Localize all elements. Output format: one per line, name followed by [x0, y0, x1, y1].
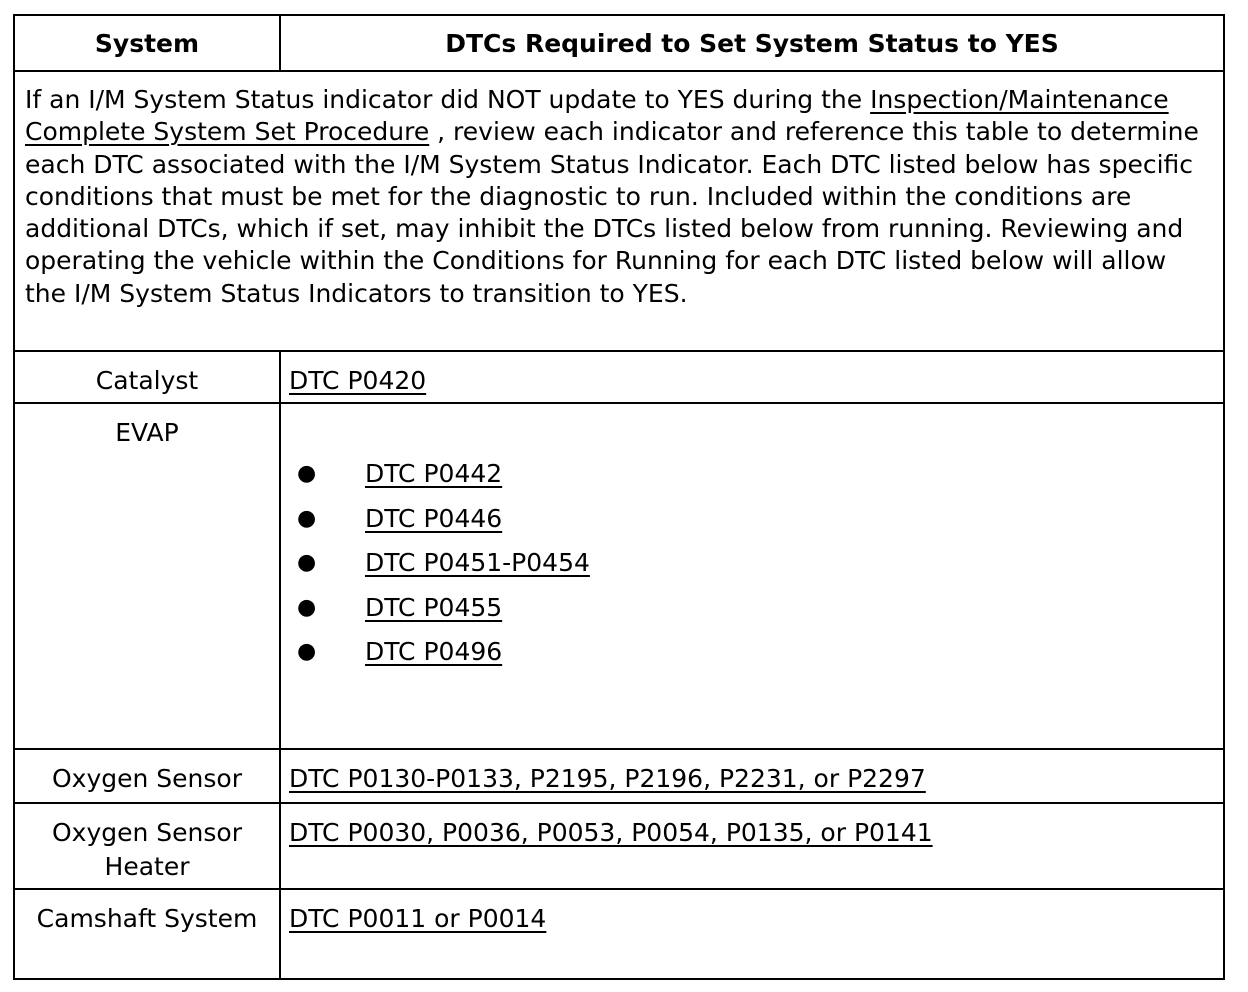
table-row-camshaft — [14, 889, 1224, 979]
dtc-link-p0496[interactable]: DTC P0496 — [365, 637, 503, 666]
dtc-link-oxygen-sensor-heater[interactable]: DTC P0030, P0036, P0053, P0054, P0135, or P0141 — [289, 818, 933, 847]
system-cell-evap: EVAP — [14, 403, 280, 749]
list-item — [289, 541, 1215, 586]
intro-row — [14, 71, 1224, 351]
table-row-oxygen-sensor — [14, 749, 1224, 803]
dtc-link-p0455[interactable]: DTC P0455 — [365, 592, 503, 622]
bullet-icon: ● — [297, 639, 317, 664]
dtc-cell-camshaft — [280, 889, 1224, 979]
system-label-line1: Oxygen Sensor — [51, 818, 242, 847]
table-row-oxygen-sensor-heater — [14, 803, 1224, 889]
list-item — [289, 497, 1215, 542]
system-cell-catalyst: Catalyst — [14, 351, 280, 403]
intro-paragraph — [14, 71, 1224, 351]
dtc-cell-catalyst — [280, 351, 1224, 403]
evap-dtc-list — [289, 416, 1215, 675]
table-row-catalyst — [14, 351, 1224, 403]
im-complete-procedure-link[interactable]: Inspection/Maintenance Complete System Set Procedure — [25, 85, 1169, 147]
system-cell-oxygen-sensor-heater — [14, 803, 280, 889]
bullet-icon: ● — [297, 594, 317, 620]
bullet-icon: ● — [297, 461, 317, 486]
bullet-icon: ● — [297, 550, 317, 575]
system-cell-camshaft: Camshaft System — [14, 889, 280, 979]
dtc-cell-evap — [280, 403, 1224, 749]
header-row — [14, 15, 1224, 71]
dtc-cell-oxygen-sensor-heater — [280, 803, 1224, 889]
dtc-link-p0442[interactable]: DTC P0442 — [365, 459, 503, 488]
system-cell-oxygen-sensor: Oxygen Sensor — [14, 749, 280, 803]
list-item — [289, 630, 1215, 675]
dtc-link-camshaft[interactable]: DTC P0011 or P0014 — [289, 904, 547, 933]
list-item — [289, 452, 1215, 497]
dtc-link-p0446[interactable]: DTC P0446 — [365, 503, 503, 533]
intro-text-before: If an I/M System Status indicator did NOT update to YES during the — [25, 85, 871, 114]
table-row-evap — [14, 403, 1224, 749]
header-dtcs: DTCs Required to Set System Status to YES — [280, 15, 1224, 71]
intro-text-after: , review each indicator and reference this table to determine each DTC associated with the I/M System Status Indicator. Each DTC listed below has specific conditions that must be met for the diagnostic to run. Included within the conditions are additional DTCs, which if set, may inhibit the DTCs listed below from running. Reviewing and operating the vehicle within the Conditions for Running for each DTC listed below will allow the I/M System Status Indicators to transition to YES. — [25, 117, 1199, 308]
dtc-link-p0451-p0454[interactable]: DTC P0451-P0454 — [365, 548, 590, 577]
system-label-line2: Heater — [104, 852, 190, 881]
dtc-cell-oxygen-sensor — [280, 749, 1224, 803]
bullet-icon: ● — [297, 505, 317, 531]
list-item — [289, 586, 1215, 631]
header-system: System — [14, 15, 280, 71]
dtc-link-oxygen-sensor[interactable]: DTC P0130-P0133, P2195, P2196, P2231, or P2297 — [289, 764, 926, 793]
dtc-system-status-table — [13, 14, 1225, 980]
dtc-link-p0420[interactable]: DTC P0420 — [289, 366, 427, 395]
